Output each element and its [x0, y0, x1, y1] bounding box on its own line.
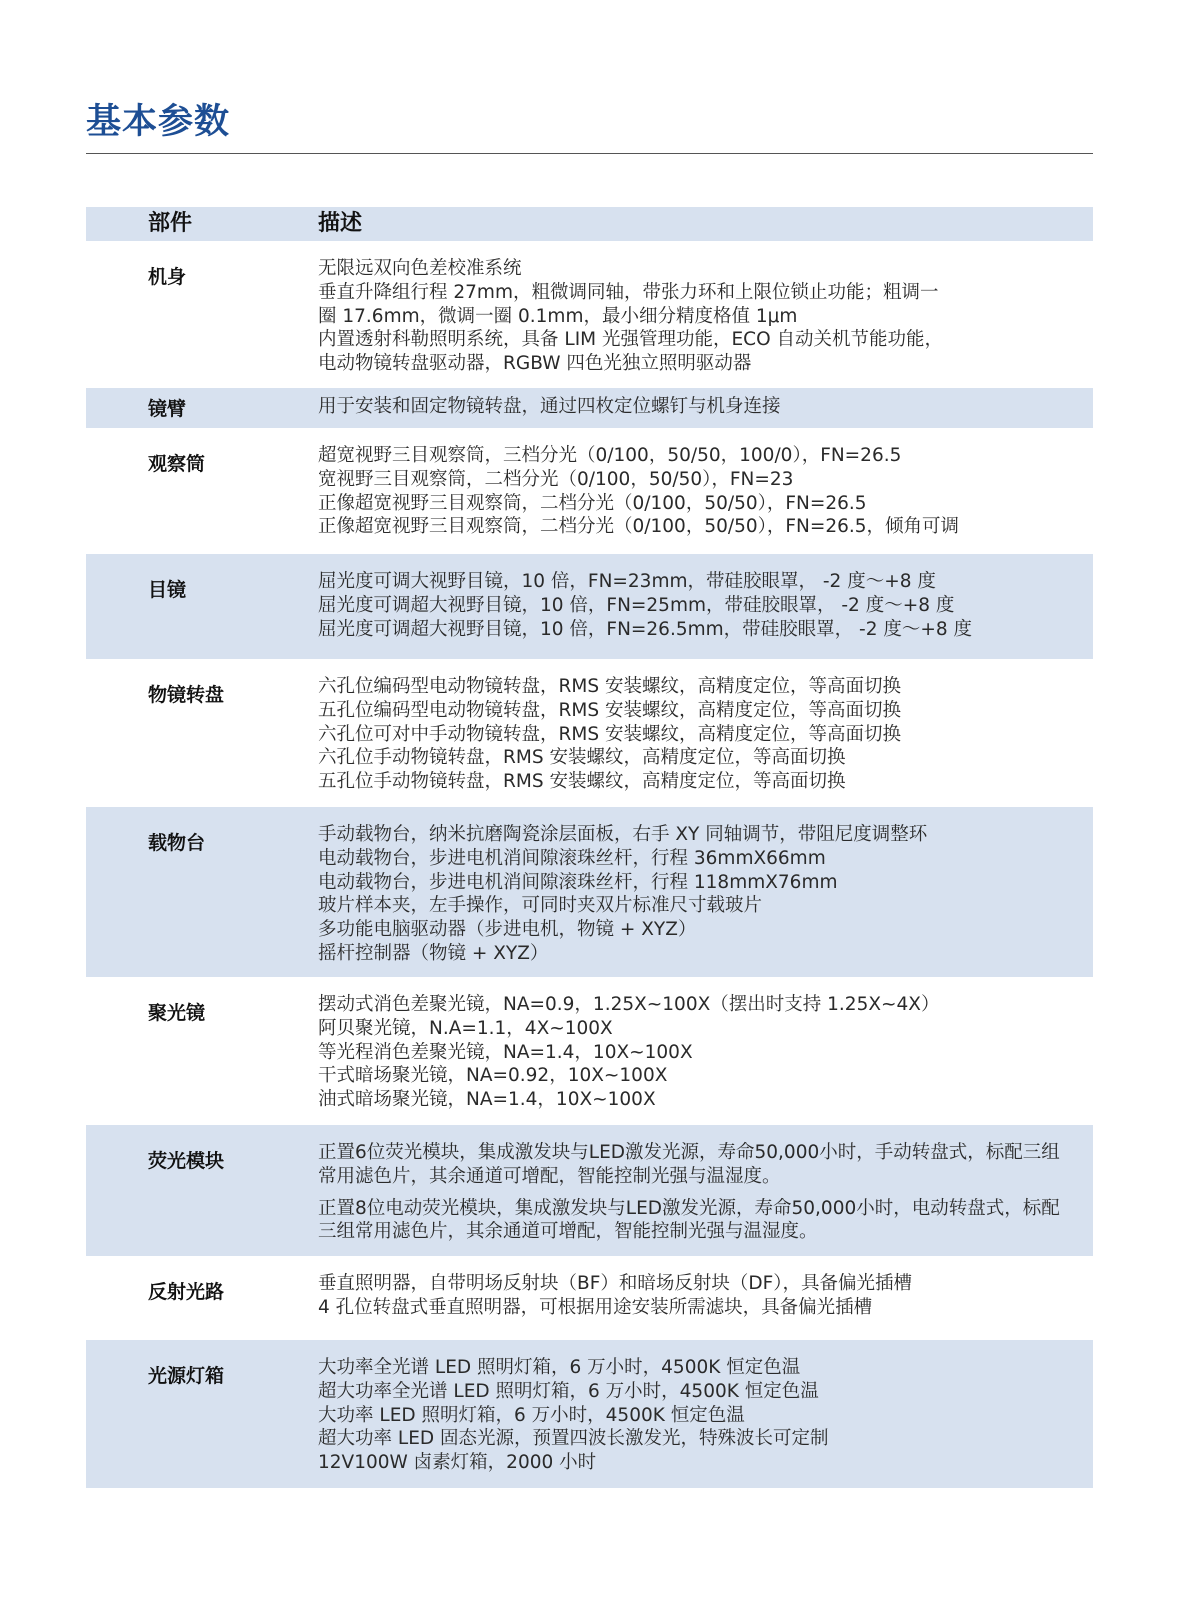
part-name: 载物台	[148, 832, 206, 854]
description-line: 六孔位可对中手动物镜转盘，RMS 安装螺纹，高精度定位，等高面切换	[318, 723, 901, 745]
description-line: 超大功率全光谱 LED 照明灯箱，6 万小时，4500K 恒定色温	[318, 1380, 819, 1402]
page-title: 基本参数	[86, 102, 231, 142]
description-line: 垂直照明器，自带明场反射块（BF）和暗场反射块（DF），具备偏光插槽	[318, 1273, 912, 1294]
description-line: 用于安装和固定物镜转盘，通过四枚定位螺钉与机身连接	[318, 396, 781, 417]
part-name: 目镜	[148, 579, 187, 601]
part-description	[318, 444, 1073, 539]
spec-table	[86, 207, 1093, 1488]
description-line: 12V100W 卤素灯箱，2000 小时	[318, 1452, 597, 1474]
description-line: 电动载物台，步进电机消间隙滚珠丝杆，行程 36mmX66mm	[318, 847, 826, 869]
description-line: 摇杆控制器（物镜 + XYZ）	[318, 942, 549, 964]
description-line: 屈光度可调超大视野目镜，10 倍，FN=26.5mm，带硅胶眼罩， -2 度～+8 度	[318, 618, 972, 640]
part-name: 反射光路	[148, 1281, 225, 1303]
description-line: 玻片样本夹，左手操作，可同时夹双片标准尺寸载玻片	[318, 895, 763, 917]
description-paragraph: 正置8位电动荧光模块，集成激发块与LED激发光源，寿命50,000小时，电动转盘式，标配三组常用滤色片，其余通道可增配，智能控制光强与温湿度。	[318, 1197, 1060, 1243]
description-line: 大功率 LED 照明灯箱，6 万小时，4500K 恒定色温	[318, 1404, 745, 1426]
table-row	[86, 977, 1093, 1125]
description-line: 摆动式消色差聚光镜，NA=0.9，1.25X~100X（摆出时支持 1.25X~4X）	[318, 994, 940, 1015]
table-body	[86, 241, 1093, 1488]
description-line: 干式暗场聚光镜，NA=0.92，10X~100X	[318, 1065, 668, 1087]
description-line: 五孔位编码型电动物镜转盘，RMS 安装螺纹，高精度定位，等高面切换	[318, 699, 901, 721]
description-line: 六孔位编码型电动物镜转盘，RMS 安装螺纹，高精度定位，等高面切换	[318, 676, 901, 697]
table-row	[86, 1256, 1093, 1340]
description-line: 正像超宽视野三目观察筒，二档分光（0/100，50/50），FN=26.5，倾角可调	[318, 516, 960, 538]
description-line: 超宽视野三目观察筒，三档分光（0/100，50/50，100/0），FN=26.5	[318, 445, 902, 466]
part-description	[318, 1272, 1073, 1320]
description-line: 超大功率 LED 固态光源，预置四波长激发光，特殊波长可定制	[318, 1428, 829, 1450]
description-line: 正像超宽视野三目观察筒，二档分光（0/100，50/50），FN=26.5	[318, 492, 867, 514]
table-row	[86, 428, 1093, 554]
part-description	[318, 675, 1073, 794]
description-line: 电动载物台，步进电机消间隙滚珠丝杆，行程 118mmX76mm	[318, 871, 838, 893]
description-line: 圈 17.6mm，微调一圈 0.1mm，最小细分精度格值 1μm	[318, 305, 798, 327]
table-row	[86, 807, 1093, 977]
part-name: 聚光镜	[148, 1002, 206, 1024]
header-part: 部件	[148, 211, 193, 236]
table-row	[86, 659, 1093, 807]
description-line: 屈光度可调超大视野目镜，10 倍，FN=25mm，带硅胶眼罩， -2 度～+8 度	[318, 594, 955, 616]
description-line: 内置透射科勒照明系统，具备 LIM 光强管理功能，ECO 自动关机节能功能，	[318, 329, 944, 351]
part-description	[318, 823, 1073, 966]
part-name: 机身	[148, 266, 187, 288]
description-line: 电动物镜转盘驱动器，RGBW 四色光独立照明驱动器	[318, 353, 752, 375]
description-line: 宽视野三目观察筒，二档分光（0/100，50/50），FN=23	[318, 468, 794, 490]
table-row	[86, 388, 1093, 428]
part-description	[318, 570, 1073, 641]
part-description	[318, 395, 1073, 419]
part-name: 镜臂	[148, 398, 187, 420]
part-name: 物镜转盘	[148, 684, 225, 706]
description-line: 屈光度可调大视野目镜，10 倍，FN=23mm，带硅胶眼罩， -2 度～+8 度	[318, 571, 936, 592]
description-line: 垂直升降组行程 27mm，粗微调同轴，带张力环和上限位锁止功能；粗调一	[318, 281, 939, 303]
description-line: 4 孔位转盘式垂直照明器，可根据用途安装所需滤块，具备偏光插槽	[318, 1296, 873, 1318]
description-line: 等光程消色差聚光镜，NA=1.4，10X~100X	[318, 1041, 693, 1063]
table-row	[86, 1340, 1093, 1488]
description-paragraph: 正置6位荧光模块，集成激发块与LED激发光源，寿命50,000小时，手动转盘式，标配三组常用滤色片，其余通道可增配，智能控制光强与温湿度。	[318, 1142, 1060, 1187]
table-row	[86, 241, 1093, 388]
description-line: 大功率全光谱 LED 照明灯箱，6 万小时，4500K 恒定色温	[318, 1357, 801, 1378]
title-divider	[86, 153, 1093, 154]
description-line: 手动载物台，纳米抗磨陶瓷涂层面板，右手 XY 同轴调节，带阻尼度调整环	[318, 824, 928, 845]
description-line: 无限远双向色差校准系统	[318, 258, 522, 279]
part-description	[318, 993, 1073, 1112]
description-line: 阿贝聚光镜，N.A=1.1，4X~100X	[318, 1017, 613, 1039]
description-line: 五孔位手动物镜转盘，RMS 安装螺纹，高精度定位，等高面切换	[318, 771, 846, 793]
table-header	[86, 207, 1093, 241]
part-description	[318, 257, 1073, 376]
table-row	[86, 554, 1093, 659]
table-row	[86, 1125, 1093, 1256]
part-name: 光源灯箱	[148, 1365, 225, 1387]
part-description	[318, 1356, 1073, 1475]
description-line: 六孔位手动物镜转盘，RMS 安装螺纹，高精度定位，等高面切换	[318, 747, 846, 769]
header-desc: 描述	[318, 211, 363, 236]
part-name: 观察筒	[148, 453, 206, 475]
description-line: 多功能电脑驱动器（步进电机，物镜 + XYZ）	[318, 919, 697, 941]
description-line: 油式暗场聚光镜，NA=1.4，10X~100X	[318, 1089, 656, 1111]
part-name: 荧光模块	[148, 1150, 225, 1172]
part-description	[318, 1141, 1073, 1244]
